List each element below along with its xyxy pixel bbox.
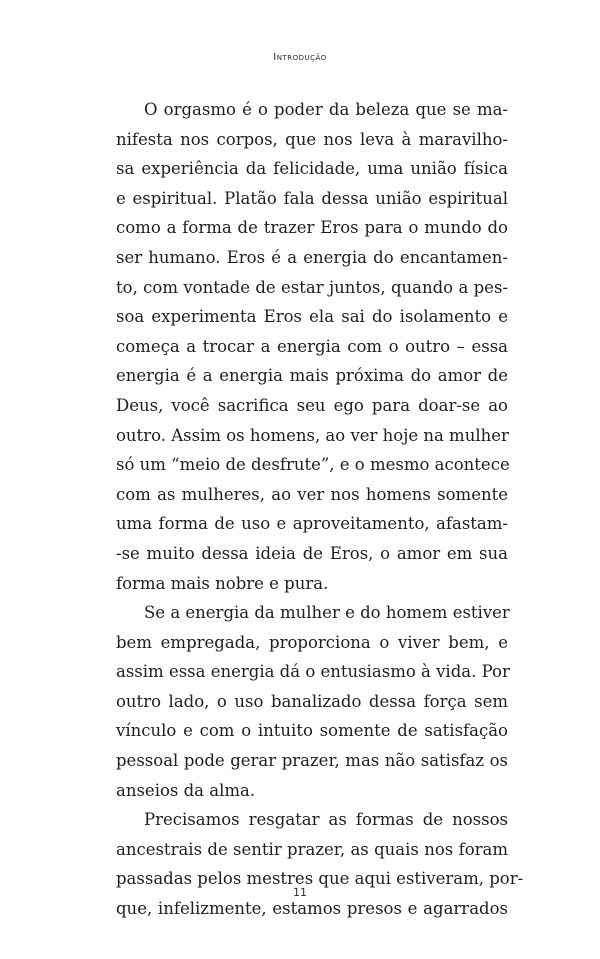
text-line: outro lado, o uso banalizado dessa força sem: [116, 691, 508, 711]
text-line: pessoal pode gerar prazer, mas não satisfaz os: [116, 751, 508, 771]
text-line: -se muito dessa ideia de Eros, o amor em sua: [116, 543, 508, 563]
page-number: 11: [293, 886, 307, 899]
text-line: outro. Assim os homens, ao ver hoje na mulher: [116, 425, 509, 445]
text-line: anseios da alma.: [116, 780, 256, 800]
text-line: to, com vontade de estar juntos, quando a pes-: [116, 277, 508, 297]
text-line: soa experimenta Eros ela sai do isolamento e: [116, 307, 508, 327]
text-line: ser humano. Eros é a energia do encantamen-: [116, 247, 508, 267]
text-line: energia é a energia mais próxima do amor de: [116, 366, 508, 386]
body-text: [116, 95, 524, 924]
text-line: só um “meio de desfrute”, e o mesmo acontece: [116, 455, 510, 475]
text-line: começa a trocar a energia com o outro – essa: [116, 336, 508, 356]
text-line: uma forma de uso e aproveitamento, afastam-: [116, 514, 508, 534]
paragraph-2: [116, 598, 508, 805]
text-line: nifesta nos corpos, que nos leva à maravilho-: [116, 129, 508, 149]
text-line: O orgasmo é o poder da beleza que se ma-: [144, 100, 508, 119]
text-line: forma mais nobre e pura.: [116, 573, 329, 593]
paragraph-1: [116, 95, 508, 598]
text-line: sa experiência da felicidade, uma união física: [116, 159, 508, 179]
text-line: Deus, você sacrifica seu ego para doar-se ao: [116, 395, 508, 415]
text-line: com as mulheres, ao ver nos homens somente: [116, 484, 508, 504]
text-line: Se a energia da mulher e do homem estiver: [144, 603, 510, 623]
text-line: vínculo e com o intuito somente de satisfação: [116, 721, 508, 741]
text-line: assim essa energia dá o entusiasmo à vida. Por: [116, 662, 510, 682]
running-head: Introdução: [273, 52, 327, 63]
text-line: como a forma de trazer Eros para o mundo do: [116, 218, 508, 238]
text-line: Precisamos resgatar as formas de nossos: [144, 810, 508, 830]
text-line: que, infelizmente, estamos presos e agarrados: [116, 899, 508, 919]
text-line: passadas pelos mestres que aqui estiveram, por-: [116, 869, 524, 889]
text-line: bem empregada, proporciona o viver bem, e: [116, 632, 508, 652]
text-line: e espiritual. Platão fala dessa união espiritual: [116, 188, 508, 208]
text-line: ancestrais de sentir prazer, as quais nos foram: [116, 839, 508, 859]
paragraph-3: [116, 805, 524, 923]
